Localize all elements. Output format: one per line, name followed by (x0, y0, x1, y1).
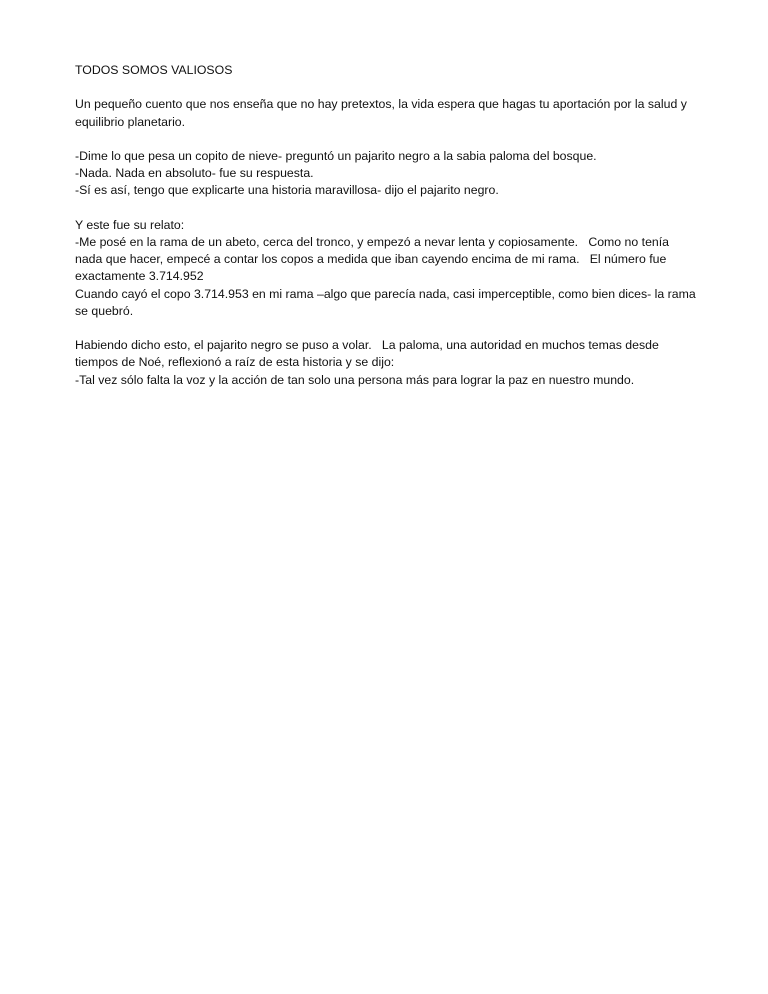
story-line: se quebró. (75, 303, 134, 318)
document-body (75, 62, 715, 389)
paragraph-gap (75, 131, 715, 148)
document-title: TODOS SOMOS VALIOSOS (75, 63, 233, 77)
dialogue-line: -Nada. Nada en absoluto- fue su respuesta. (75, 166, 314, 181)
ending-line: tiempos de Noé, reflexionó a raíz de esta historia y se dijo: (75, 355, 395, 370)
intro-line: equilibrio planetario. (75, 114, 186, 129)
story-line: exactamente 3.714.952 (75, 269, 204, 284)
story-line: -Me posé en la rama de un abeto, cerca del tronco, y empezó a nevar lenta y copiosamente. Como no tenía (75, 234, 670, 249)
intro-line: Un pequeño cuento que nos enseña que no hay pretextos, la vida espera que hagas tu aportación por la salud y (75, 97, 687, 112)
story-line: Cuando cayó el copo 3.714.953 en mi rama –algo que parecía nada, casi imperceptible, como bien dices- la rama (75, 286, 696, 301)
paragraph-gap (75, 320, 715, 337)
story-line: nada que hacer, empecé a contar los copos a medida que iban cayendo encima de mi rama. El número fue (75, 252, 667, 267)
story-line: Y este fue su relato: (75, 217, 185, 232)
dialogue-line: -Sí es así, tengo que explicarte una historia maravillosa- dijo el pajarito negro. (75, 183, 499, 198)
ending-line: Habiendo dicho esto, el pajarito negro se puso a volar. La paloma, una autoridad en muchos temas desde (75, 338, 659, 353)
paragraph-gap (75, 200, 715, 217)
dialogue-line: -Dime lo que pesa un copito de nieve- preguntó un pajarito negro a la sabia paloma del bosque. (75, 148, 597, 163)
ending-line: -Tal vez sólo falta la voz y la acción de tan solo una persona más para lograr la paz en nuestro mundo. (75, 372, 635, 387)
paragraph-gap (75, 79, 715, 96)
